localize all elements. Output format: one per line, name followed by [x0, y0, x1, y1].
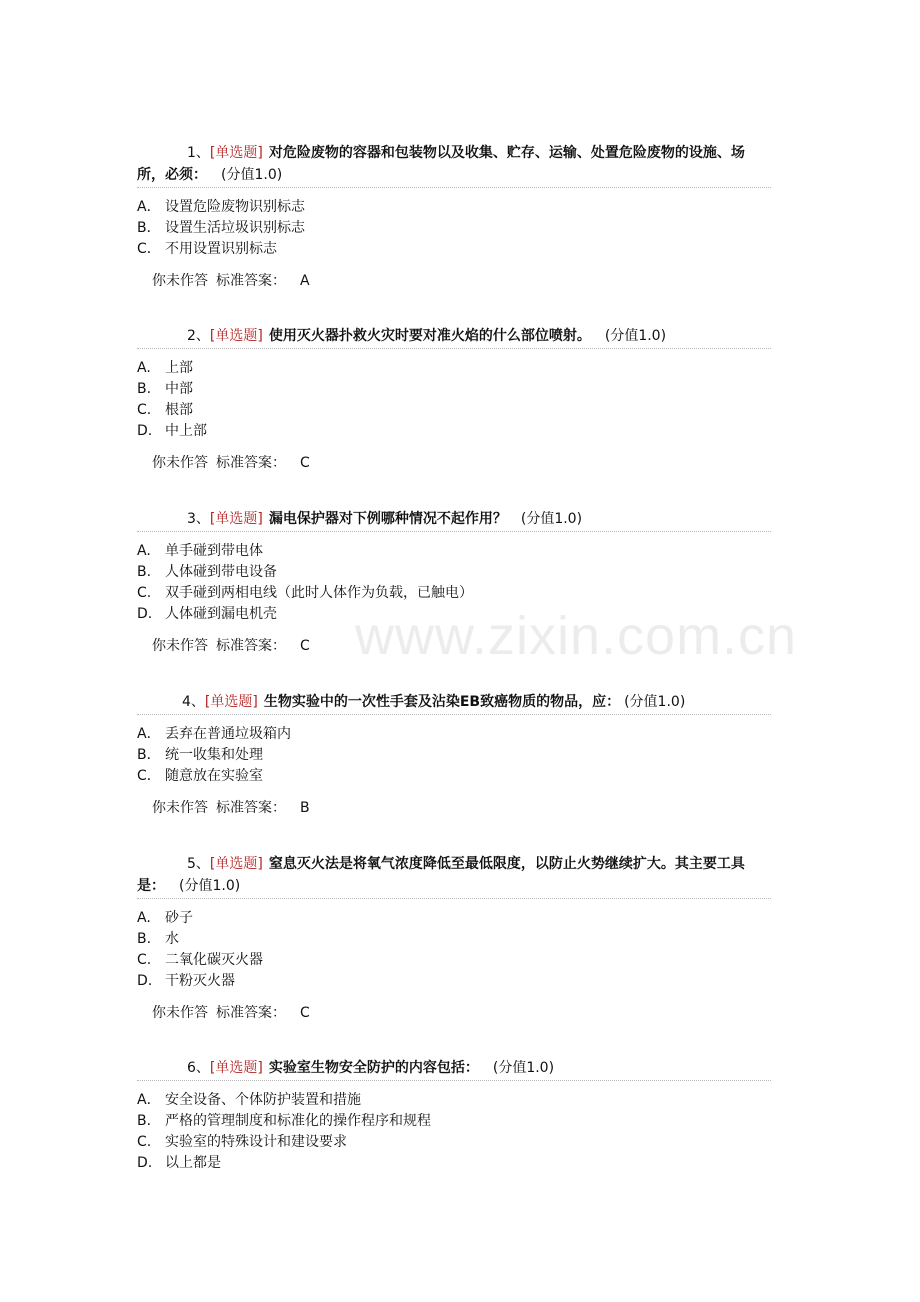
option-text: 设置生活垃圾识别标志	[165, 220, 305, 236]
option-text: 随意放在实验室	[165, 768, 263, 784]
option-text: 砂子	[165, 910, 193, 926]
option-a[interactable]	[137, 1090, 771, 1111]
option-letter: D.	[137, 973, 153, 989]
question-score: (分值1.0)	[179, 878, 241, 894]
option-letter: C.	[137, 1134, 152, 1150]
option-d[interactable]	[137, 1153, 771, 1174]
option-text: 双手碰到两相电线（此时人体作为负载，已触电）	[165, 585, 473, 601]
option-letter: B.	[137, 381, 152, 397]
option-b[interactable]	[137, 218, 771, 239]
question-6	[137, 1057, 771, 1174]
question-number: 4、	[182, 694, 205, 710]
question-score: (分值1.0)	[221, 167, 283, 183]
option-c[interactable]	[137, 766, 771, 787]
answer-label: 标准答案：	[216, 1005, 286, 1021]
option-text: 单手碰到带电体	[165, 543, 263, 559]
option-text: 以上都是	[165, 1155, 221, 1171]
option-text: 设置危险废物识别标志	[165, 199, 305, 215]
option-text: 不用设置识别标志	[165, 241, 277, 257]
option-d[interactable]	[137, 421, 771, 442]
option-text: 严格的管理制度和标准化的操作程序和规程	[165, 1113, 431, 1129]
answer-status: 你未作答	[152, 638, 208, 654]
option-b[interactable]	[137, 745, 771, 766]
option-text: 二氧化碳灭火器	[165, 952, 263, 968]
question-score: (分值1.0)	[604, 328, 667, 344]
question-type: [单选题]	[209, 1060, 263, 1076]
option-a[interactable]	[137, 541, 771, 562]
answer-line	[137, 271, 771, 291]
option-letter: C.	[137, 585, 152, 601]
question-number: 2、	[187, 328, 210, 344]
answer-value: A	[300, 273, 310, 289]
answer-line	[137, 453, 771, 473]
question-score: (分值1.0)	[492, 1060, 555, 1076]
option-d[interactable]	[137, 971, 771, 992]
option-letter: C.	[137, 402, 152, 418]
answer-label: 标准答案：	[216, 273, 286, 289]
question-header	[137, 508, 771, 532]
question-text: 使用灭火器扑救火灾时要对准火焰的什么部位喷射。	[268, 328, 591, 344]
option-letter: A.	[137, 360, 151, 376]
option-letter: A.	[137, 910, 151, 926]
option-text: 中上部	[165, 423, 207, 439]
options-list	[137, 908, 771, 992]
question-header	[137, 853, 771, 899]
option-c[interactable]	[137, 239, 771, 260]
question-5	[137, 853, 771, 1023]
question-text: 实验室生物安全防护的内容包括：	[268, 1060, 479, 1076]
option-text: 人体碰到漏电机壳	[165, 606, 277, 622]
answer-value: C	[300, 455, 310, 471]
option-letter: A．	[137, 1092, 161, 1108]
option-text: 人体碰到带电设备	[165, 564, 277, 580]
option-a[interactable]	[137, 908, 771, 929]
answer-label: 标准答案：	[216, 800, 286, 816]
question-2	[137, 325, 771, 473]
question-4	[137, 691, 771, 818]
option-d[interactable]	[137, 604, 771, 625]
question-text: 生物实验中的一次性手套及沾染EB致癌物质的物品，应：	[263, 694, 621, 710]
question-type: [单选题]	[209, 856, 263, 872]
answer-status: 你未作答	[152, 1005, 208, 1021]
answer-status: 你未作答	[152, 800, 208, 816]
answer-status: 你未作答	[152, 273, 208, 289]
answer-line	[137, 636, 771, 656]
question-number: 6、	[187, 1060, 210, 1076]
option-letter: C．	[137, 768, 161, 784]
option-letter: C．	[137, 241, 161, 257]
option-b[interactable]	[137, 1111, 771, 1132]
question-1	[137, 142, 771, 291]
options-list	[137, 358, 771, 442]
options-list	[137, 724, 771, 787]
option-letter: A．	[137, 726, 161, 742]
options-list	[137, 197, 771, 260]
question-header	[137, 325, 771, 349]
option-b[interactable]	[137, 929, 771, 950]
options-list	[137, 1090, 771, 1174]
question-score: (分值1.0)	[624, 694, 686, 710]
option-letter: A.	[137, 543, 151, 559]
answer-line	[137, 1003, 771, 1023]
option-text: 上部	[165, 360, 193, 376]
options-list	[137, 541, 771, 625]
watermark: www.zixin.com.cn	[355, 606, 798, 666]
option-a[interactable]	[137, 197, 771, 218]
option-text: 干粉灭火器	[165, 973, 235, 989]
option-letter: D.	[137, 423, 153, 439]
question-type: [单选题]	[209, 145, 263, 161]
option-letter: B．	[137, 220, 161, 236]
answer-value: C	[300, 638, 310, 654]
question-type: [单选题]	[209, 328, 263, 344]
option-letter: B.	[137, 564, 152, 580]
option-text: 水	[165, 931, 179, 947]
option-text: 根部	[165, 402, 193, 418]
question-text: 对危险废物的容器和包装物以及收集、贮存、运输、处置危险废物的设施、场所，必须：	[137, 145, 745, 183]
answer-value: B	[300, 800, 310, 816]
question-text: 窒息灭火法是将氧气浓度降低至最低限度，以防止火势继续扩大。其主要工具是：	[137, 856, 745, 894]
option-b[interactable]	[137, 379, 771, 400]
answer-label: 标准答案：	[216, 455, 286, 471]
answer-value: C	[300, 1005, 310, 1021]
question-header	[137, 691, 771, 715]
answer-status: 你未作答	[152, 455, 208, 471]
option-text: 实验室的特殊设计和建设要求	[165, 1134, 347, 1150]
option-b[interactable]	[137, 562, 771, 583]
question-number: 3、	[187, 511, 210, 527]
question-type: [单选题]	[209, 511, 263, 527]
question-number: 1、	[187, 145, 210, 161]
option-letter: D.	[137, 1155, 153, 1171]
question-header	[137, 1057, 771, 1081]
option-a[interactable]	[137, 724, 771, 745]
option-letter: C.	[137, 952, 152, 968]
option-letter: B．	[137, 1113, 161, 1129]
option-text: 安全设备、个体防护装置和措施	[165, 1092, 361, 1108]
option-text: 丢弃在普通垃圾箱内	[165, 726, 291, 742]
question-text: 漏电保护器对下例哪种情况不起作用？	[268, 511, 507, 527]
option-c[interactable]	[137, 400, 771, 421]
option-text: 中部	[165, 381, 193, 397]
question-type: [单选题]	[204, 694, 258, 710]
option-c[interactable]	[137, 583, 771, 604]
option-a[interactable]	[137, 358, 771, 379]
option-c[interactable]	[137, 1132, 771, 1153]
question-3	[137, 508, 771, 656]
question-number: 5、	[187, 856, 210, 872]
answer-label: 标准答案：	[216, 638, 286, 654]
answer-line	[137, 798, 771, 818]
option-letter: A．	[137, 199, 161, 215]
option-letter: D.	[137, 606, 153, 622]
question-score: (分值1.0)	[520, 511, 583, 527]
option-text: 统一收集和处理	[165, 747, 263, 763]
option-letter: B.	[137, 931, 152, 947]
question-header	[137, 142, 771, 188]
option-c[interactable]	[137, 950, 771, 971]
option-letter: B．	[137, 747, 161, 763]
